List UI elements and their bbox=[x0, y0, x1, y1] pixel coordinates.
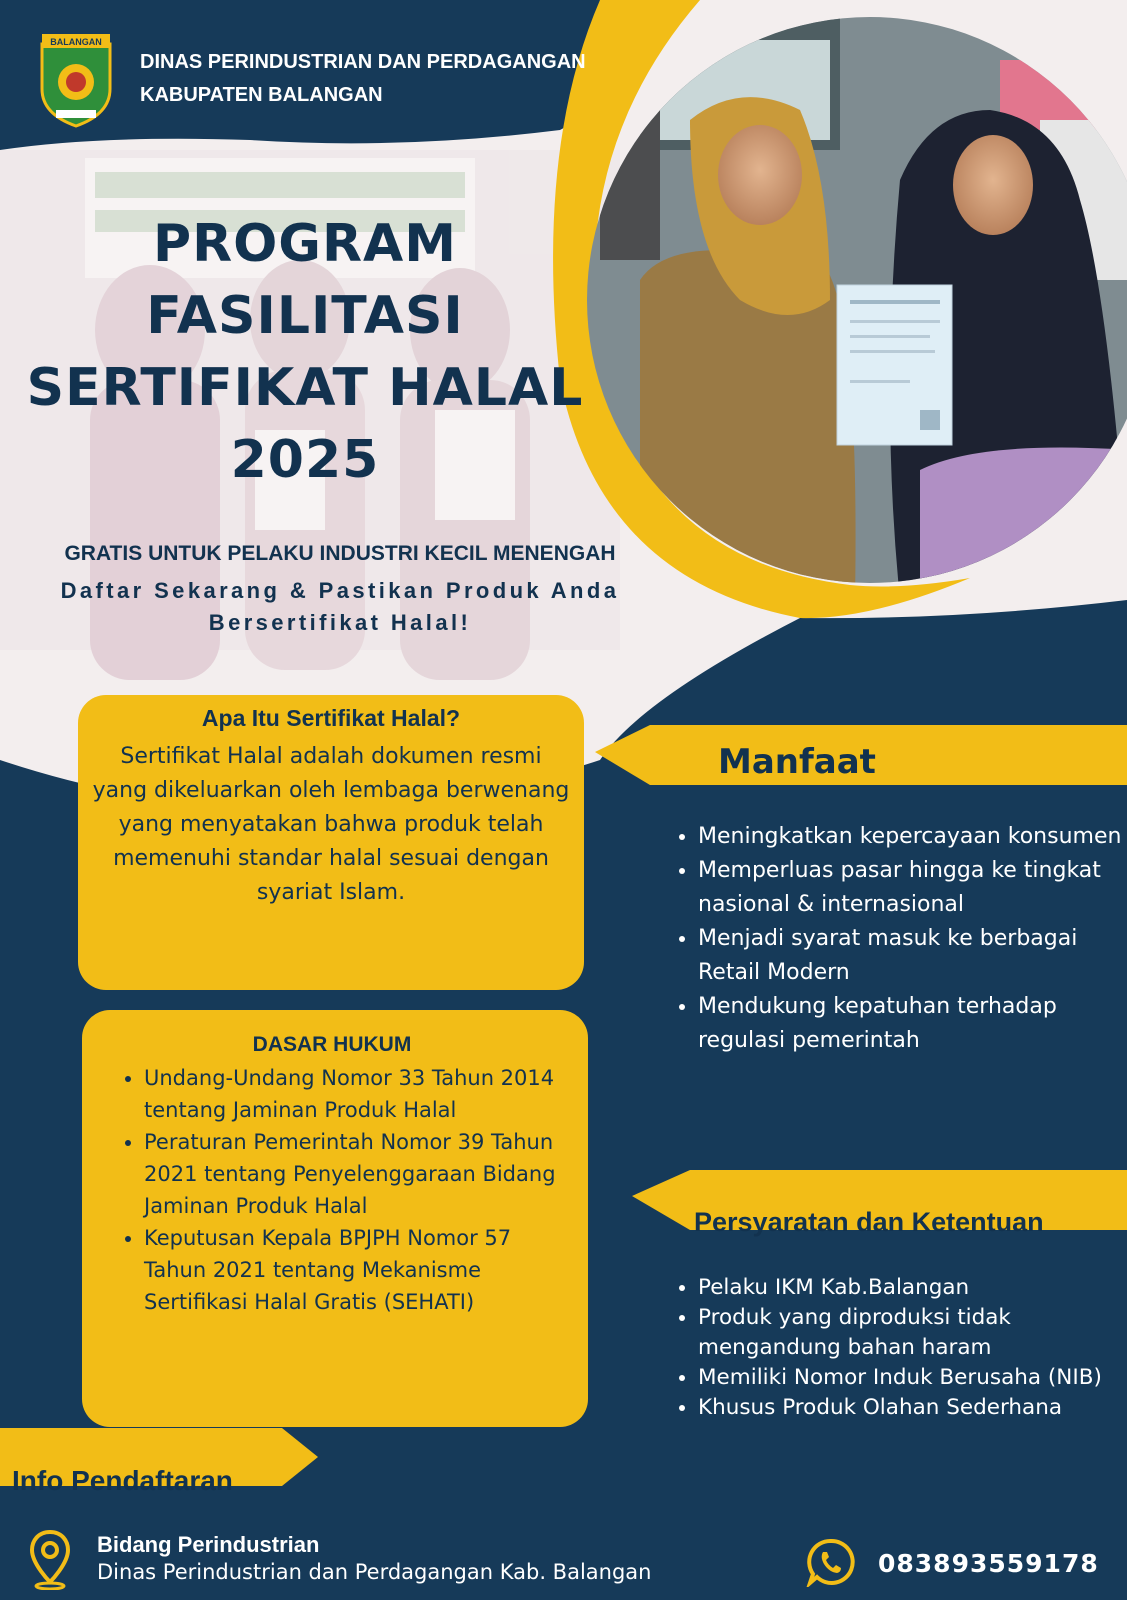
registration-office: Bidang Perindustrian bbox=[97, 1532, 320, 1557]
location-pin-icon bbox=[28, 1528, 72, 1590]
legal-basis-list bbox=[82, 1062, 572, 1318]
cta-line-1: Daftar Sekarang & Pastikan Produk Anda bbox=[60, 578, 620, 603]
list-item: • Pelaku IKM Kab.Balangan bbox=[698, 1273, 1127, 1303]
list-item: • Peraturan Pemerintah Nomor 39 Tahun 2021 tentang Penyelenggaraan Bidang Jaminan Produk Halal bbox=[144, 1126, 572, 1222]
list-item: • Mendukung kepatuhan terhadap regulasi pemerintah bbox=[698, 990, 1127, 1058]
balangan-logo bbox=[40, 34, 112, 128]
org-line-1: DINAS PERINDUSTRIAN DAN PERDAGANGAN bbox=[140, 51, 586, 73]
list-item: • Memiliki Nomor Induk Berusaha (NIB) bbox=[698, 1363, 1127, 1393]
free-subtitle: GRATIS UNTUK PELAKU INDUSTRI KECIL MENENGAH bbox=[64, 542, 616, 565]
list-item: • Memperluas pasar hingga ke tingkat nasional & internasional bbox=[698, 854, 1127, 922]
title-line-1: PROGRAM bbox=[152, 214, 458, 274]
logo-text: BALANGAN bbox=[50, 37, 102, 47]
program-title bbox=[20, 208, 590, 496]
list-item: • Produk yang diproduksi tidak mengandung bahan haram bbox=[698, 1303, 1127, 1363]
list-item: • Meningkatkan kepercayaan konsumen bbox=[698, 820, 1127, 854]
title-line-4: 2025 bbox=[230, 430, 380, 490]
register-call-to-action bbox=[20, 575, 660, 639]
cta-line-2: Bersertifikat Halal! bbox=[208, 610, 472, 635]
what-is-body: Sertifikat Halal adalah dokumen resmi yang dikeluarkan oleh lembaga berwenang yang menyatakan bahwa produk telah memenuhi standar halal sesuai dengan syariat Islam. bbox=[92, 744, 570, 905]
legal-basis-title: DASAR HUKUM bbox=[252, 1033, 412, 1056]
organization-name bbox=[140, 46, 586, 112]
benefits-title: Manfaat bbox=[718, 742, 876, 782]
registration-title: Info Pendaftaran bbox=[12, 1465, 233, 1496]
org-line-2: KABUPATEN BALANGAN bbox=[140, 84, 383, 106]
title-line-3: SERTIFIKAT HALAL bbox=[26, 358, 584, 418]
benefits-list bbox=[668, 820, 1127, 1058]
list-item: • Undang-Undang Nomor 33 Tahun 2014 tentang Jaminan Produk Halal bbox=[144, 1062, 572, 1126]
list-item: • Keputusan Kepala BPJPH Nomor 57 Tahun 2021 tentang Mekanisme Sertifikasi Halal Gratis (SEHATI) bbox=[144, 1222, 572, 1318]
whatsapp-icon bbox=[806, 1537, 856, 1587]
registration-agency: Dinas Perindustrian dan Perdagangan Kab. Balangan bbox=[97, 1560, 652, 1584]
title-line-2: FASILITASI bbox=[146, 286, 464, 346]
phone-number[interactable]: 083893559178 bbox=[878, 1549, 1099, 1578]
what-is-title: Apa Itu Sertifikat Halal? bbox=[201, 705, 461, 731]
requirements-title: Persyaratan dan Ketentuan bbox=[694, 1207, 1044, 1237]
list-item: • Menjadi syarat masuk ke berbagai Retail Modern bbox=[698, 922, 1127, 990]
list-item: • Khusus Produk Olahan Sederhana bbox=[698, 1393, 1127, 1423]
requirements-list bbox=[668, 1273, 1127, 1423]
